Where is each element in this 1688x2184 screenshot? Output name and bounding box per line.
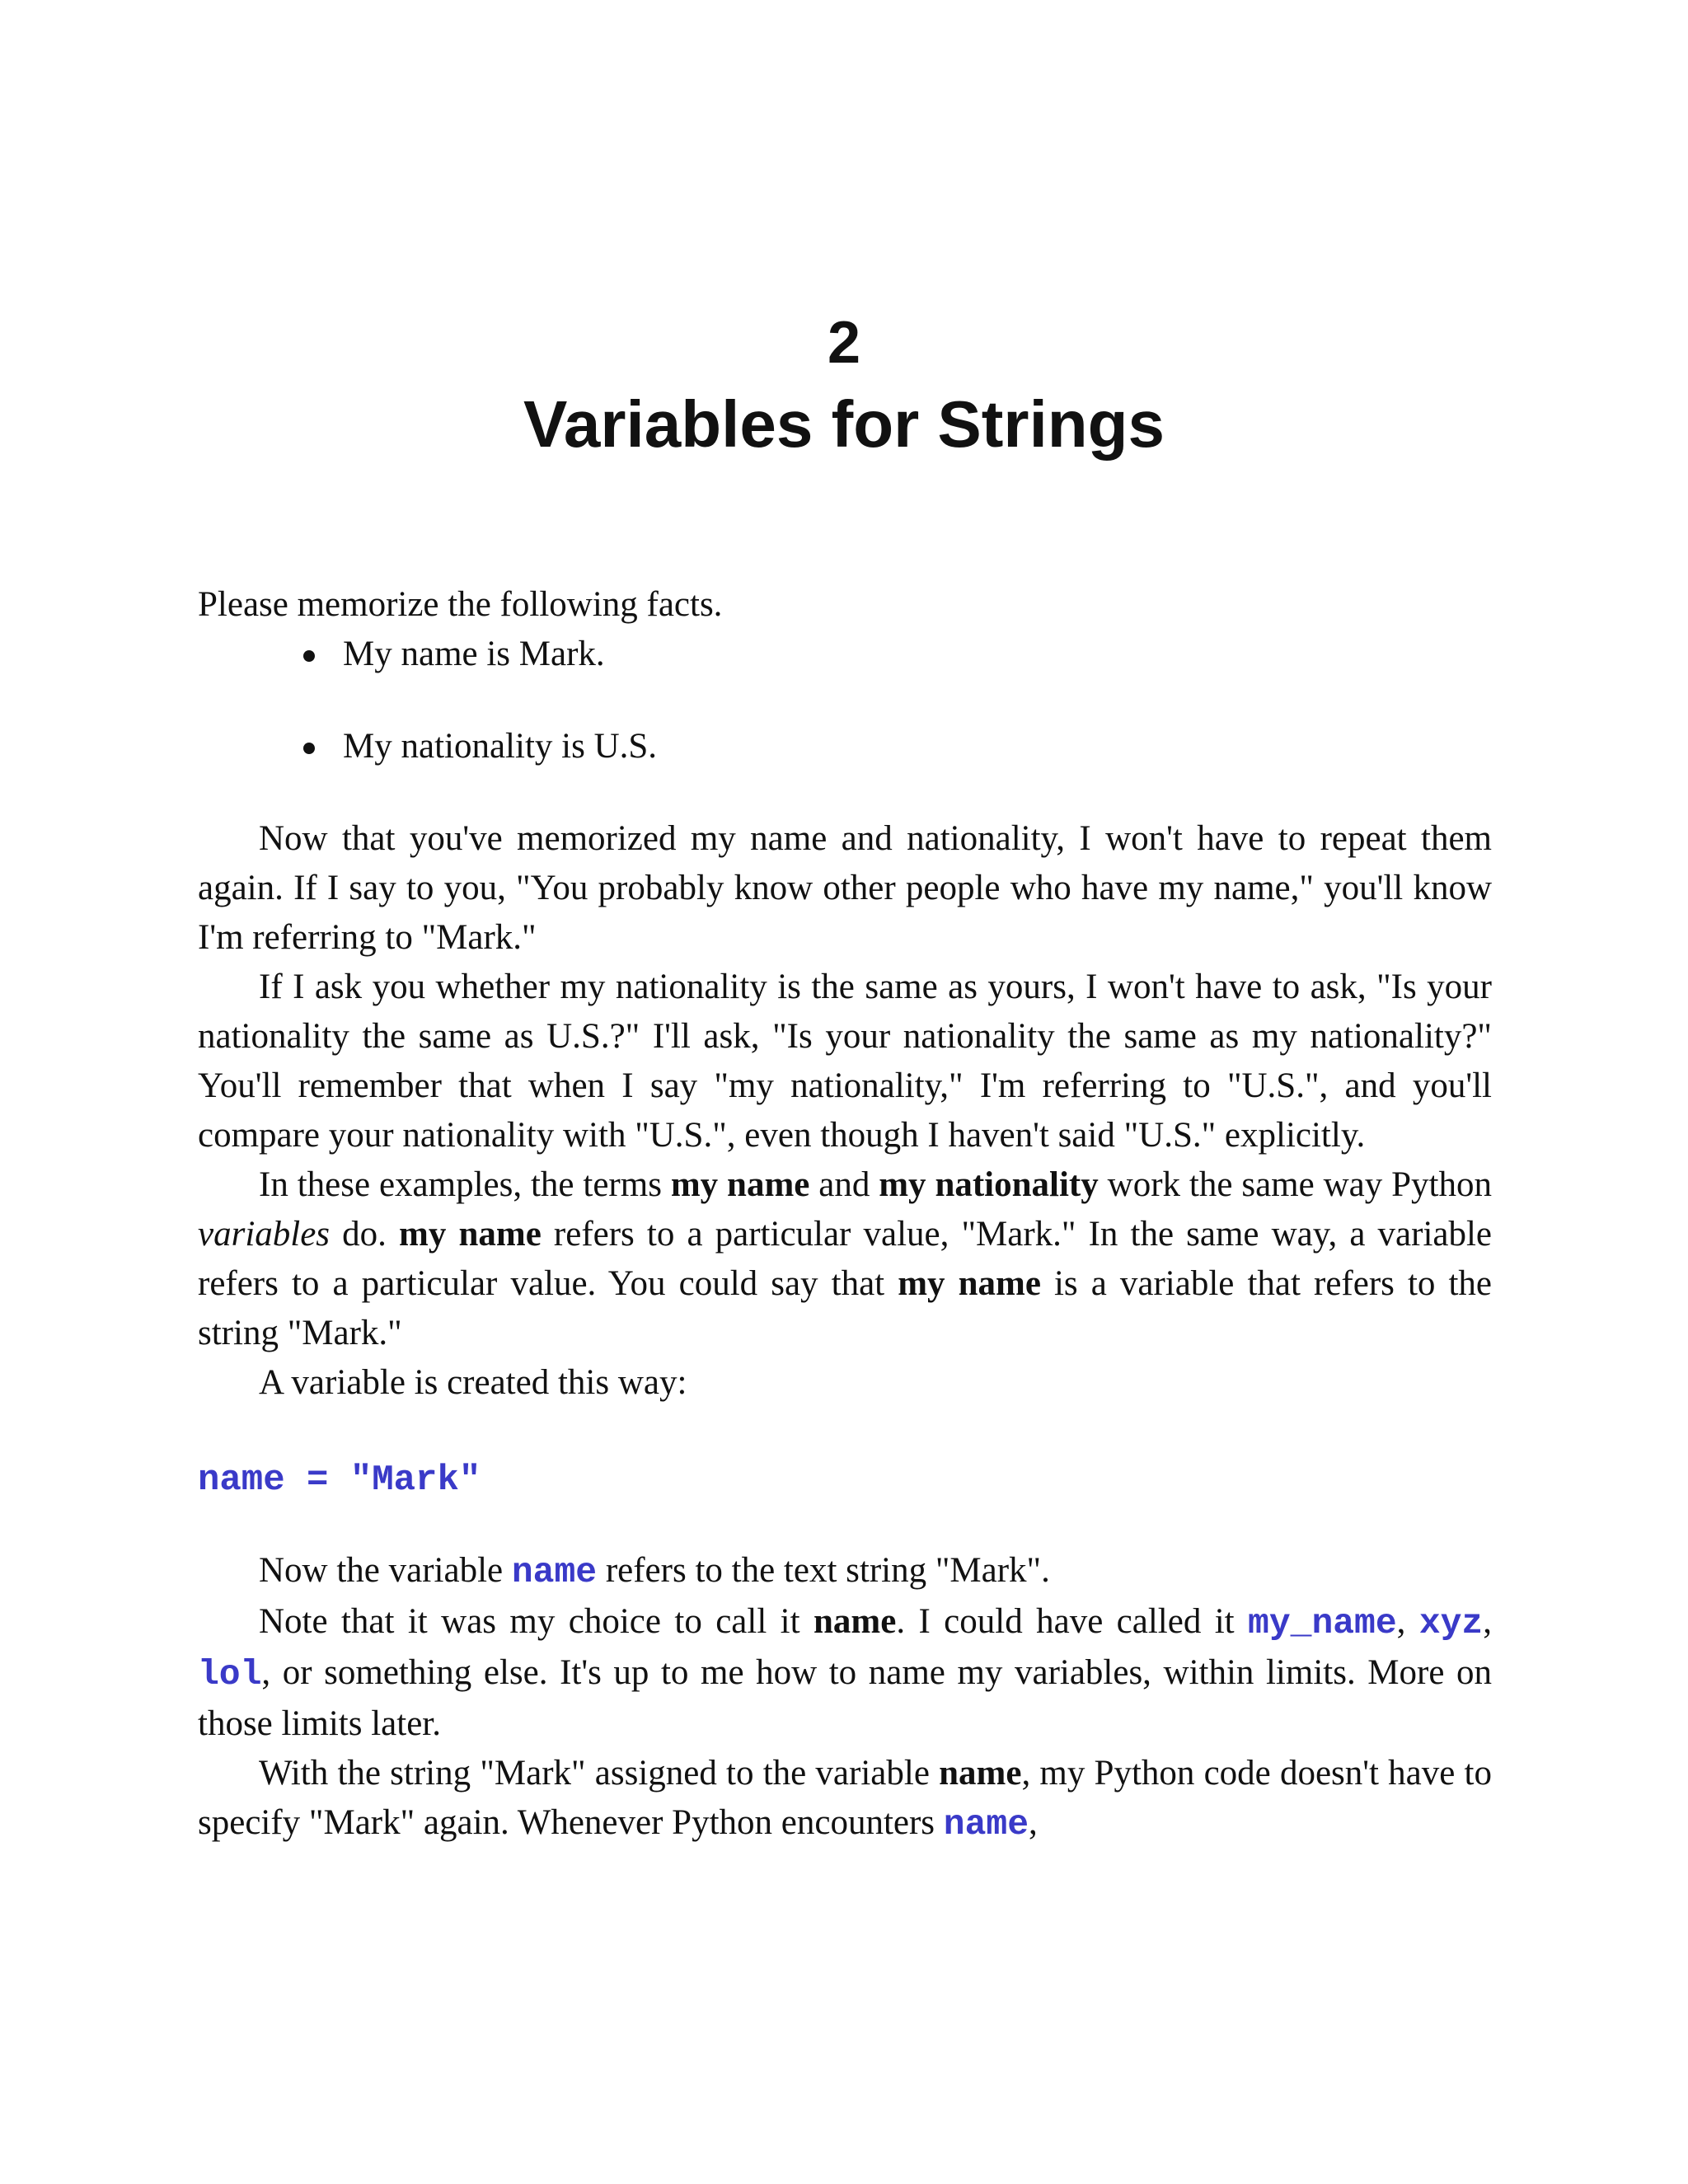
bold-term: my nationality: [879, 1165, 1099, 1204]
facts-list: [198, 630, 1492, 771]
paragraph-refers: [198, 1546, 1492, 1597]
inline-code: lol: [198, 1654, 262, 1694]
text-run: , or something else. It's up to me how to name my variables, within limits. More on those limits later.: [198, 1653, 1492, 1743]
bullet-dot-icon: [303, 743, 315, 754]
paragraph-variables-analogy: [198, 1160, 1492, 1358]
paragraph-assigned: [198, 1749, 1492, 1849]
chapter-number: 2: [827, 310, 861, 376]
italic-term: variables: [198, 1215, 331, 1254]
text-run: Now the variable: [259, 1551, 512, 1590]
paragraph-memorized: Now that you've memorized my name and nationality, I won't have to repeat them again. If I say to you, "You probably know other people who have my name," you'll know I'm referring to "Mark.": [198, 819, 1492, 957]
chapter-body: [198, 580, 1492, 1849]
bold-term: name: [939, 1754, 1022, 1793]
text-run: ,: [1029, 1803, 1038, 1842]
text-run: In these examples, the terms: [259, 1165, 671, 1204]
list-item-text: My nationality is U.S.: [343, 727, 658, 766]
code-example: name = "Mark": [198, 1460, 481, 1501]
bold-term: my name: [399, 1215, 542, 1254]
inline-code: xyz: [1418, 1603, 1484, 1643]
text-run: Note that it was my choice to call it: [259, 1602, 814, 1641]
inline-code: name: [511, 1552, 598, 1592]
paragraph-naming: [198, 1597, 1492, 1749]
text-run: ,: [1483, 1602, 1492, 1641]
list-item: [198, 722, 1492, 771]
chapter-title: Variables for Strings: [523, 387, 1165, 461]
inline-code: name: [943, 1804, 1029, 1844]
list-item: [198, 630, 1492, 679]
text-run: refers to a particular value, "Mark." In the same way, a variable refers to a particular value. You could say that: [198, 1215, 1493, 1303]
intro-paragraph: Please memorize the following facts.: [198, 585, 723, 624]
text-run: do.: [330, 1215, 400, 1254]
bold-term: my name: [670, 1165, 810, 1204]
text-run: With the string "Mark" assigned to the variable: [259, 1754, 940, 1793]
text-run: ,: [1396, 1602, 1419, 1641]
text-run: work the same way Python: [1098, 1165, 1492, 1204]
paragraph-nationality: If I ask you whether my nationality is the same as yours, I won't have to ask, "Is your nationality the same as U.S.?" I'll ask, "Is your nationality the same as my nationality?" You'll remember that when I say "my nationality," I'm referring to "U.S.", and you'll compare your nationality with "U.S.", even though I haven't said "U.S." explicitly.: [198, 968, 1492, 1155]
list-item-text: My name is Mark.: [343, 635, 605, 673]
bold-term: name: [813, 1602, 897, 1641]
text-run: , my Python code doesn't have to specify "Mark" again. Whenever Python encounters: [198, 1754, 1492, 1842]
chapter-heading: [0, 303, 1688, 466]
inline-code: my_name: [1248, 1603, 1397, 1643]
text-run: refers to the text string "Mark".: [597, 1551, 1050, 1590]
text-run: and: [809, 1165, 879, 1204]
text-run: is a variable that refers to the string "Mark.": [198, 1264, 1493, 1352]
bold-term: my name: [898, 1264, 1041, 1303]
paragraph-created: A variable is created this way:: [259, 1363, 687, 1402]
bullet-dot-icon: [303, 650, 315, 662]
text-run: . I could have called it: [896, 1602, 1249, 1641]
